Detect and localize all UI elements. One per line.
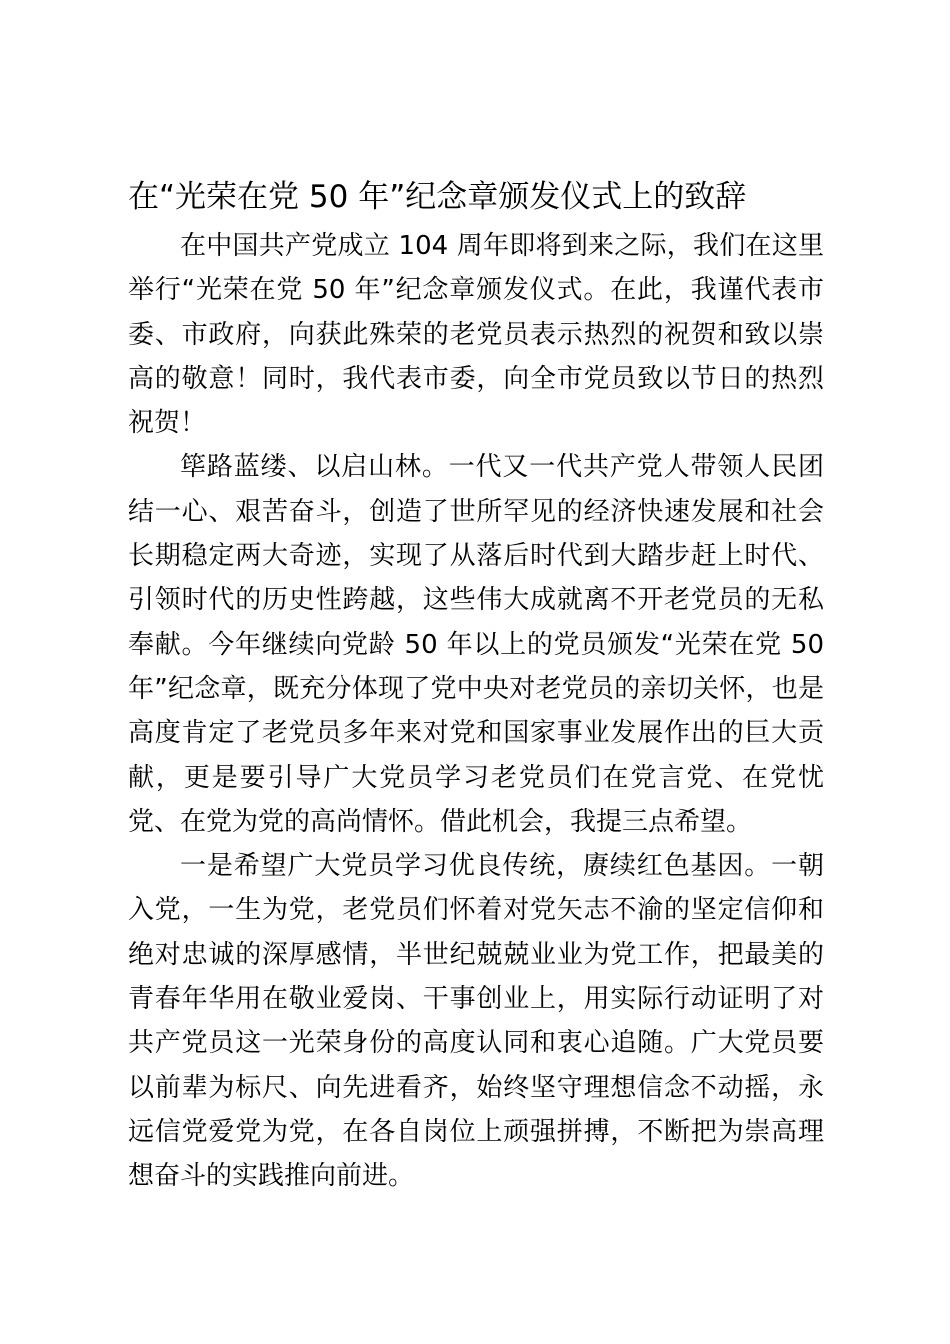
paragraph-2: 筚路蓝缕、以启山林。一代又一代共产党人带领人民团结一心、艰苦奋斗，创造了世所罕见的经济快速发展和社会长期稳定两大奇迹，实现了从落后时代到大踏步赶上时代、引领时代的历史性跨越，这些伟大成就离不开老党员的无私奉献。今年继续向党龄 50 年以上的党员颁发“光荣在党 50 年”纪念章，既充分体现了党中央对老党员的亲切关怀，也是高度肯定了老党员多年来对党和国家事业发展作出的巨大贡献，更是要引导广大党员学习老党员们在党言党、在党忧党、在党为党的高尚情怀。借此机会，我提三点希望。 (128, 452, 824, 837)
document-title: 在“光荣在党 50 年”纪念章颁发仪式上的致辞 (128, 179, 747, 215)
document-body (128, 224, 824, 1199)
paragraph-1: 在中国共产党成立 104 周年即将到来之际，我们在这里举行“光荣在党 50 年”纪念章颁发仪式。在此，我谨代表市委、市政府，向获此殊荣的老党员表示热烈的祝贺和致以崇高的敬意！同时，我代表市委，向全市党员致以节日的热烈祝贺！ (128, 231, 824, 439)
paragraph-3: 一是希望广大党员学习优良传统，赓续红色基因。一朝入党，一生为党，老党员们怀着对党矢志不渝的坚定信仰和绝对忠诚的深厚感情，半世纪兢兢业业为党工作，把最美的青春年华用在敬业爱岗、干事创业上，用实际行动证明了对共产党员这一光荣身份的高度认同和衷心追随。广大党员要以前辈为标尺、向先进看齐，始终坚守理想信念不动摇，永远信党爱党为党，在各自岗位上顽强拼搏，不断把为崇高理想奋斗的实践推向前进。 (128, 851, 824, 1192)
